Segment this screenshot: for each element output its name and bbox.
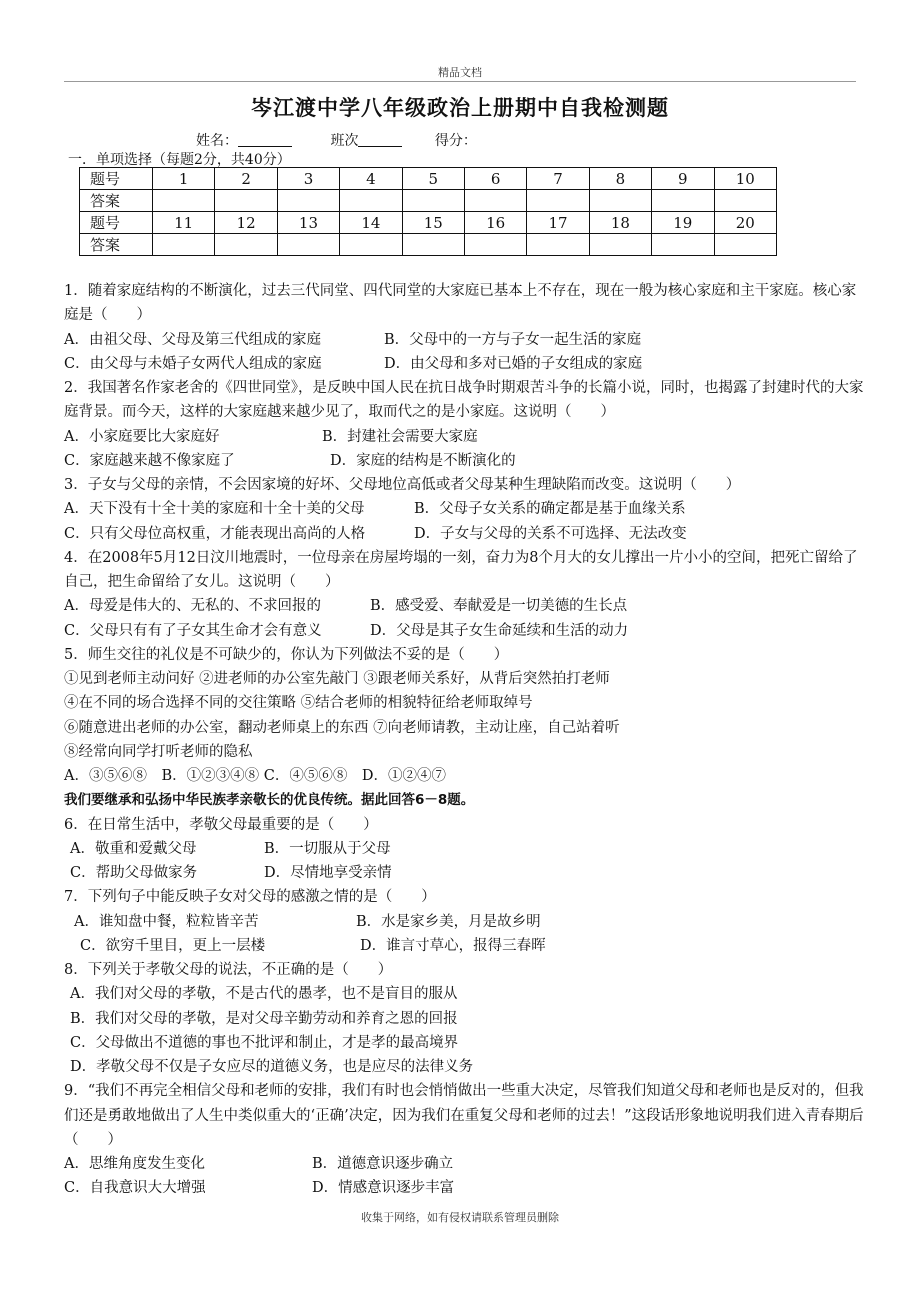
number-row-1 [80,168,777,190]
answer-cell[interactable] [215,190,277,212]
name-label: 姓名： [196,133,238,149]
answer-cell[interactable] [527,234,589,256]
row-label-answer: 答案 [80,190,153,212]
answer-cell[interactable] [652,190,714,212]
question-9-options-row [64,1152,864,1176]
option-b[interactable]: B．父母中的一方与子女一起生活的家庭 [384,331,642,348]
question-number: 16 [464,212,526,234]
question-5-item: ①见到老师主动问好 ②进老师的办公室先敲门 ③跟老师关系好，从背后突然拍打老师 [64,671,610,687]
question-1-options-row [64,328,864,352]
answer-cell[interactable] [340,234,402,256]
answer-cell[interactable] [153,190,215,212]
option-d[interactable]: D．谁言寸草心，报得三春晖 [360,937,546,954]
answer-cell[interactable] [215,234,277,256]
question-number: 19 [652,212,714,234]
answer-cell[interactable] [277,234,339,256]
question-3-options-row [64,522,864,546]
option-a[interactable]: A．思维角度发生变化 [64,1156,205,1172]
option-c[interactable]: C．帮助父母做家务 [70,865,198,881]
question-7-stem: 7．下列句子中能反映子女对父母的感激之情的是（ ） [64,889,436,906]
answer-cell[interactable] [589,190,651,212]
question-2-options-row [64,425,864,449]
option-d[interactable]: D．情感意识逐步丰富 [312,1180,455,1197]
option-a[interactable]: A．敬重和爱戴父母 [70,840,197,857]
student-info-row [196,130,477,150]
answer-cell[interactable] [652,234,714,256]
option-a[interactable]: A．小家庭要比大家庭好 [64,428,220,445]
question-number: 10 [714,168,776,190]
option-b[interactable]: B．封建社会需要大家庭 [322,428,478,445]
option-b[interactable]: B．一切服从于父母 [264,840,391,857]
option-c[interactable]: C．只有父母位高权重，才能表现出高尚的人格 [64,525,366,542]
answer-cell[interactable] [714,234,776,256]
number-row-2 [80,212,777,234]
option-a[interactable]: A．天下没有十全十美的家庭和十全十美的父母 [64,501,365,518]
question-5-options[interactable]: A．③⑤⑥⑧ B．①②③④⑧ C．④⑤⑥⑧ D．①②④⑦ [64,768,446,784]
option-b[interactable]: B．道德意识逐步确立 [312,1156,454,1172]
question-number: 9 [652,168,714,190]
question-number: 6 [464,168,526,190]
question-number: 8 [589,168,651,190]
question-number: 13 [277,212,339,234]
section-heading: 一．单项选择（每题2分，共40分） [68,152,291,168]
question-9-options-row [64,1176,864,1200]
score-label: 得分： [434,133,477,149]
answer-cell[interactable] [464,234,526,256]
answer-cell[interactable] [589,234,651,256]
option-c[interactable]: C．欲穷千里目，更上一层楼 [80,937,266,954]
option-a[interactable]: A．由祖父母、父母及第三代组成的家庭 [64,331,321,348]
option-b[interactable]: B．父母子女关系的确定都是基于血缘关系 [414,501,686,518]
question-1-stem: 1．随着家庭结构的不断演化，过去三代同堂、四代同堂的大家庭已基本上不存在，现在一般为核心家庭和主干家庭。核心家庭是（ ） [64,283,857,324]
question-2-stem: 2．我国著名作家老舍的《四世同堂》，是反映中国人民在抗日战争时期艰苦斗争的长篇小说，同时，也揭露了封建时代的大家庭背景。而今天，这样的大家庭越来越少见了，取而代之的是小家庭。这说明（ ） [64,380,864,421]
group-intro-6-8: 我们要继承和弘扬中华民族孝亲敬长的优良传统。据此回答6－8题。 [64,792,475,809]
questions-area [64,279,864,1201]
question-number: 11 [153,212,215,234]
question-2-options-row [64,449,864,473]
answer-cell[interactable] [153,234,215,256]
footer-note: 收集于网络，如有侵权请联系管理员删除 [361,1211,559,1224]
option-d[interactable]: D．父母是其子女生命延续和生活的动力 [370,622,629,639]
option-c[interactable]: C．家庭越来越不像家庭了 [64,452,235,469]
question-number: 5 [402,168,464,190]
question-number: 1 [153,168,215,190]
option-a[interactable]: A．母爱是伟大的、无私的、不求回报的 [64,598,321,615]
name-blank[interactable] [238,132,292,147]
answer-table [79,167,777,256]
option-c[interactable]: C．父母做出不道德的事也不批评和制止，才是孝的最高境界 [70,1034,459,1051]
question-4-options-row [64,594,864,618]
question-number: 17 [527,212,589,234]
option-d[interactable]: D．尽情地享受亲情 [264,865,392,881]
class-label: 班次 [330,133,359,149]
question-number: 14 [340,212,402,234]
question-1-options-row [64,352,864,376]
option-a[interactable]: A．谁知盘中餐，粒粒皆辛苦 [74,913,259,930]
page-title: 岑江渡中学八年级政治上册期中自我检测题 [251,96,669,120]
row-label-answer: 答案 [80,234,153,256]
question-6-stem: 6．在日常生活中，孝敬父母最重要的是（ ） [64,816,378,833]
question-number: 15 [402,212,464,234]
question-3-options-row [64,497,864,521]
row-label-number: 题号 [80,168,153,190]
option-d[interactable]: D．由父母和多对已婚的子女组成的家庭 [384,355,643,372]
answer-row-2 [80,234,777,256]
option-a[interactable]: A．我们对父母的孝敬，不是古代的愚孝，也不是盲目的服从 [70,986,458,1003]
answer-cell[interactable] [464,190,526,212]
answer-cell[interactable] [277,190,339,212]
header-note: 精品文档 [438,66,482,79]
option-d[interactable]: D．孝敬父母不仅是子女应尽的道德义务，也是应尽的法律义务 [70,1059,474,1075]
question-4-stem: 4．在2008年5月12日汶川地震时，一位母亲在房屋垮塌的一刻，奋力为8个月大的女儿撑出一片小小的空间，把死亡留给了自己，把生命留给了女儿。这说明（ ） [64,549,858,590]
question-5-stem: 5．师生交往的礼仪是不可缺少的，你认为下列做法不妥的是（ ） [64,646,509,663]
question-8-stem: 8．下列关于孝敬父母的说法，不正确的是（ ） [64,962,393,978]
question-number: 4 [340,168,402,190]
question-5-item: ⑥随意进出老师的办公室，翻动老师桌上的东西 ⑦向老师请教，主动让座，自己站着听 [64,719,620,736]
option-c[interactable]: C．由父母与未婚子女两代人组成的家庭 [64,355,322,372]
question-number: 18 [589,212,651,234]
option-d[interactable]: D．家庭的结构是不断演化的 [330,452,516,469]
answer-cell[interactable] [340,190,402,212]
question-6-options-row [64,861,864,885]
row-label-number: 题号 [80,212,153,234]
question-7-options-row [64,934,864,958]
question-7-options-row [64,910,864,934]
question-5-item: ④在不同的场合选择不同的交往策略 ⑤结合老师的相貌特征给老师取绰号 [64,695,533,712]
question-9-stem: 9．“我们不再完全相信父母和老师的安排，我们有时也会悄悄做出一些重大决定，尽管我们知道父母和老师也是反对的，但我们还是勇敢地做出了人生中类似重大的‘正确’决定，因为我们在重复父母和老师的过去！”这段话形象地说明我们进入青春期后（ ） [64,1083,864,1148]
question-5-item: ⑧经常向同学打听老师的隐私 [64,743,253,760]
option-c[interactable]: C．自我意识大大增强 [64,1180,206,1197]
question-number: 2 [215,168,277,190]
answer-cell[interactable] [402,234,464,256]
question-4-options-row [64,619,864,643]
option-b[interactable]: B．感受爱、奉献爱是一切美德的生长点 [370,598,628,615]
class-blank[interactable] [358,132,402,147]
question-number: 20 [714,212,776,234]
question-number: 12 [215,212,277,234]
option-b[interactable]: B．我们对父母的孝敬，是对父母辛勤劳动和养育之恩的回报 [70,1010,458,1027]
option-d[interactable]: D．子女与父母的关系不可选择、无法改变 [414,525,687,542]
option-c[interactable]: C．父母只有有了子女其生命才会有意义 [64,622,322,639]
answer-cell[interactable] [714,190,776,212]
answer-cell[interactable] [402,190,464,212]
question-3-stem: 3．子女与父母的亲情，不会因家境的好坏、父母地位高低或者父母某种生理缺陷而改变。这说明（ ） [64,477,741,493]
option-b[interactable]: B．水是家乡美，月是故乡明 [356,913,541,930]
header-rule [64,81,856,82]
answer-row-1 [80,190,777,212]
answer-cell[interactable] [527,190,589,212]
question-number: 7 [527,168,589,190]
question-number: 3 [277,168,339,190]
question-6-options-row [64,837,864,861]
